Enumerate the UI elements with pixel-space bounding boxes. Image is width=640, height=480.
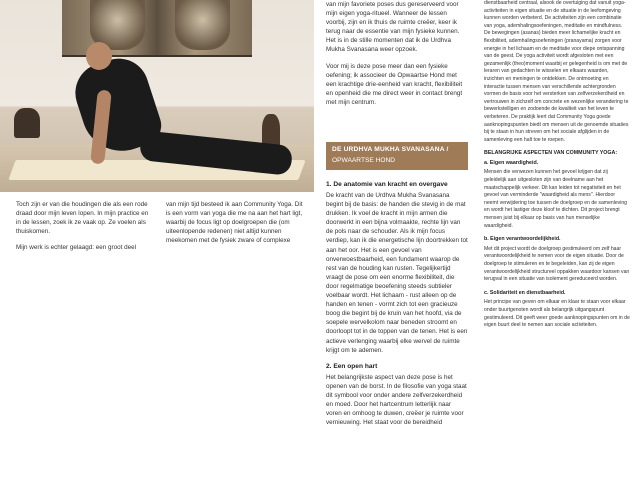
banner-title: DE URDHVA MUKHA SVANASANA / [332, 146, 449, 153]
column-2-body [326, 180, 468, 434]
paragraph: Het principe van geven om elkaar en klaar te staan voor elkaar onder buurtgenoten wordt als belangrijk uitgangspunt gestimuleerd. Dit geeft weer goede aanknopingspunten om in de eigen buurt deel te nemen aan sociale activiteiten. [484, 299, 630, 329]
subsection-heading: b. Eigen verantwoordelijkheid. [484, 236, 561, 243]
paragraph: Mijn werk is echter gelaagd: een groot deel [16, 244, 137, 252]
elephant-figurine [14, 108, 40, 138]
yoga-photo [0, 0, 314, 192]
paragraph: Voor mij is deze pose meer dan een fysieke oefening; ik associeer de Opwaartse Hond met een krachtige drie-eenheid van kracht, flexibiliteit en openheid die me direct weer in contact brengt met mijn centrum. [326, 62, 463, 106]
banner-subtitle: OPWAARTSE HOND [332, 157, 396, 164]
subsection-heading: a. Eigen waardigheid. [484, 159, 539, 166]
paragraph: dienstbaarheid centraal, alsook de overtuiging dat vanuit yoga-activiteiten in eigen situatie en de situatie in de leefomgeving kunnen worden verbeterd. De activiteiten zijn een combinatie van yoga, ademhalingsoefeningen, meditatie en mindfulness. De bewegingen (asanas) bieden meer lichamelijke kracht en flexibiliteit, ademhalingsoefeningen (pranayama) zorgen voor energie in het lichaam en de meditatie voor diepe ontspanning van de geest. De yoga activiteit wordt afgesloten met een gezamenlijk (theo)moment waarbij er gelegenheid is om met de leraren van gedachten te wisselen en elkaars waarden, inzichten en meningen te ontdekken. De ontmoeting en interactie tussen mensen van verschillende achtergronden vormen de basis voor het versterken van zelfverzekerdheid en vertrouwen in zichzelf om concrete en wezenlijke verandering te bewerkstelligen en zodoende de kwaliteit van het leven te verbeteren. De praktijk leert dat Community Yoga goede aanknopingspunten biedt om mensen uit de genoemde situaties bij te staan in hun streven om het sociale afglijden in de samenleving een halt toe te roepen. [484, 0, 629, 143]
buddha-face-right [175, 0, 230, 50]
section-heading: BELANGRIJKE ASPECTEN VAN COMMUNITY YOGA: [484, 150, 618, 157]
person-head [86, 42, 112, 70]
paragraph: Het belangrijkste aspect van deze pose is het openen van de borst. In de filosofie van yoga staat dit symbool voor onder andere zelfverzekerdheid en moed. Door het hartcentrum letterlijk naar voren en omhoog te duwen, creëer je ruimte voor vernieuwing. Het staat voor de bereidheid [326, 373, 467, 427]
paragraph: Mensen die verwezen kunnen het gevoel krijgen dat zij geleidelijk aan uitgesloten zijn van deelname aan het maatschappelijk verkeer. Dit kan leiden tot negativiteit en het gevoel van verminderde "waardigheid als mens". Hierdoor neemt verwijdering toe tussen de doelgroep en de samenleving en wordt het lastiger deze kloof te dichten. Dit project brengt mensen juist bij elkaar op basis van hun menselijke waardigheid. [484, 169, 627, 229]
column-3-text [484, 0, 630, 336]
section-banner [326, 142, 468, 170]
paragraph: Toch zijn er van die houdingen die als een rode draad door mijn leven lopen. In mijn practice en in de lessen, zoek ik ze vaak op. Ze voelen als thuiskomen. [16, 201, 149, 236]
paragraph: van mijn tijd besteed ik aan Community Yoga. Dit is een vorm van yoga die me na aan het hart ligt, waarbij de focus ligt op doelgroepen die (om uiteenlopende redenen) niet altijd kunnen meekomen met de fysiek zware of complexe [166, 201, 303, 245]
section-heading: 1. De anatomie van kracht en overgave [326, 181, 448, 188]
section-heading: 2. Een open hart [326, 362, 378, 370]
paragraph: De kracht van de Urdhva Mukha Svanasana begint bij de basis: de handen die stevig in de mat drukken. Ik voel de kracht in mijn armen die doorwerkt in een bijna volmaakte, rechte lijn van de pols naar de schouder. Als ik mijn focus verdiep, kan ik die energetische lijn doortrekken tot aan het oor. Het is een gevoel van onverwoestbaarheid, een fundament waarop de rest van de houding kan rusten. Tegelijkertijd vraagt de pose om een enorme flexibiliteit, die door regelmatige beoefening steeds subtieler voelbaar wordt. Het lichaam - rust alleen op de handen en tenen - vormt zich tot een gracieuze boog die begint bij de kruin van het hoofd, via de soepele wervelkolom naar beneden stroomt en doorloopt tot in de toppen van de tenen. Het is een actieve verlenging waarbij elke wervel de ruimte krijgt om te ademen. [326, 192, 468, 354]
paragraph: Met dit project wordt de doelgroep gestimuleerd om zelf haar verantwoordelijkheid te nemen voor de eigen situatie. Door de doelgroep te stimuleren en te begeleiden, kan zij de eigen verantwoordelijkheid structureel oppakken waardoor kansen van terugval in een situatie van isolement gereduceerd worden. [484, 245, 630, 283]
subsection-heading: c. Solidariteit en dienstbaarheid. [484, 289, 566, 296]
column-1-text [16, 200, 154, 259]
column-1b-text [166, 200, 306, 252]
column-2-text [326, 0, 468, 114]
paragraph: van mijn favoriete poses dus gereserveerd voor mijn eigen yoga-ritueel. Wanneer de lessen voorbij, zijn en ik thuis de ruimte creëer, keer ik terug naar de essentie van mijn fysieke kunnen. Het is in de stille momenten dat ik de Urdhva Mukha Svanasana weer opzoek. [326, 1, 460, 54]
